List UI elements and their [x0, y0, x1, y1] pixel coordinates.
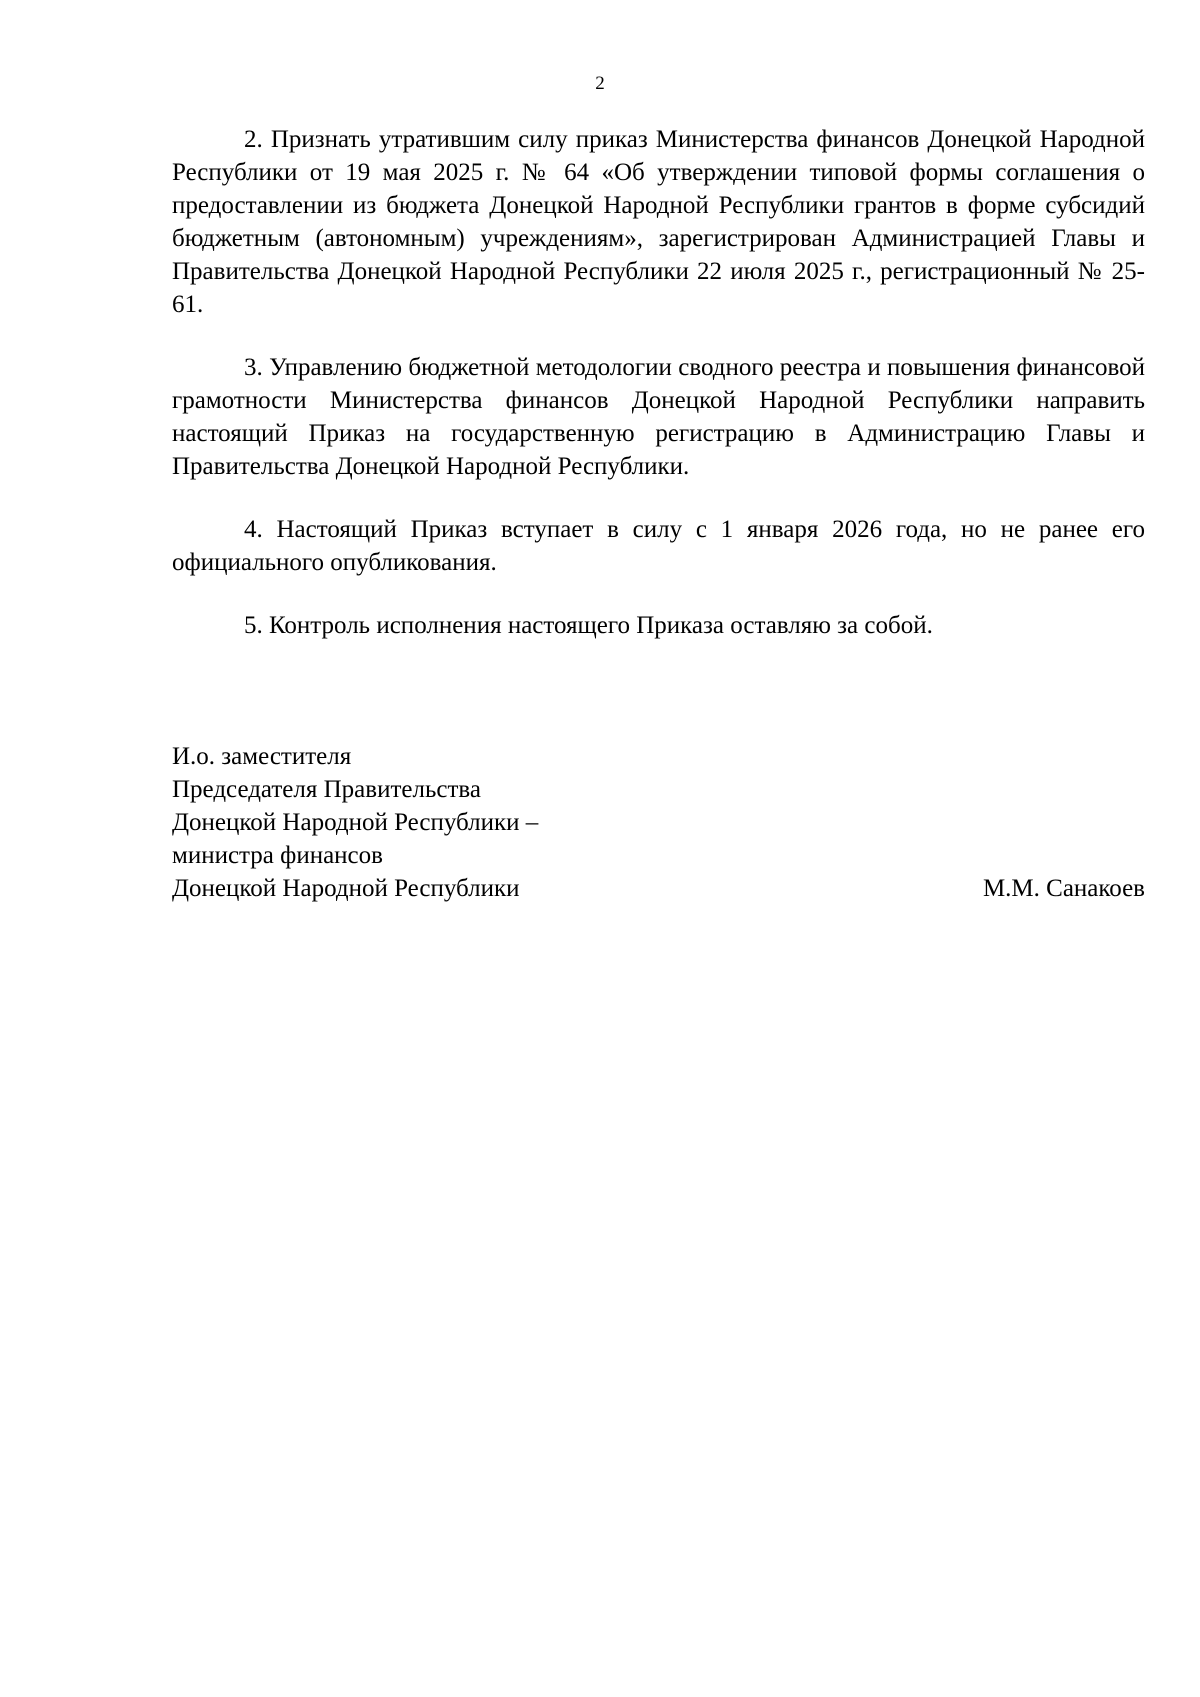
signatory-name: М.М. Санакоев	[982, 875, 1145, 902]
document-body	[172, 123, 1145, 672]
paragraph-3: 3. Управлению бюджетной методологии сводного реестра и повышения финансовой грамотности Министерства финансов Донецкой Народной Республики направить настоящий Приказ на государственную регистрацию в Администрацию Главы и Правительства Донецкой Народной Республики.	[172, 354, 1145, 480]
paragraph-5: 5. Контроль исполнения настоящего Приказа оставляю за собой.	[244, 612, 933, 639]
signatory-position-line: Донецкой Народной Республики	[172, 875, 520, 902]
signature-final-row	[172, 872, 1145, 905]
signature-block	[172, 740, 1145, 905]
paragraph-4: 4. Настоящий Приказ вступает в силу с 1 января 2026 года, но не ранее его официального опубликования.	[172, 516, 1145, 576]
signatory-position-line: Председателя Правительства	[172, 776, 481, 803]
signatory-position-line: министра финансов	[172, 842, 383, 869]
signatory-position-line: И.о. заместителя	[172, 743, 352, 770]
paragraph-2: 2. Признать утратившим силу приказ Министерства финансов Донецкой Народной Республики от 19 мая 2025 г. № 64 «Об утверждении типовой формы соглашения о предоставлении из бюджета Донецкой Народной Республики грантов в форме субсидий бюджетным (автономным) учреждениям», зарегистрирован Администрацией Главы и Правительства Донецкой Народной Республики 22 июля 2025 г., регистрационный № 25-61.	[172, 126, 1145, 318]
page-number: 2	[595, 73, 605, 94]
signatory-position-line: Донецкой Народной Республики –	[172, 809, 539, 836]
